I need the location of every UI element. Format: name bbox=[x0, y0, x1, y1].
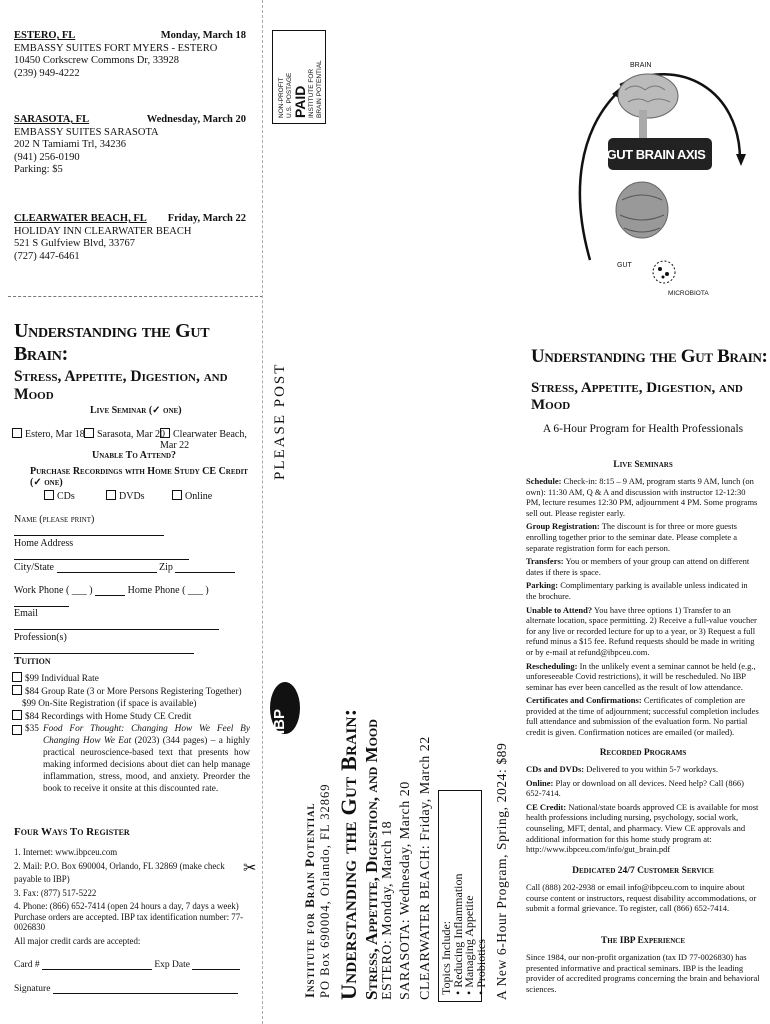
register-item: 3. Fax: (877) 517-5222 bbox=[14, 887, 97, 898]
checkbox[interactable] bbox=[160, 428, 170, 438]
customer-service-heading: Dedicated 24/7 Customer Service bbox=[572, 866, 714, 876]
email-field[interactable]: Email bbox=[14, 608, 242, 630]
location-clearwater bbox=[14, 213, 246, 263]
right-subtitle: A 6-Hour Program for Health Professionals bbox=[542, 423, 744, 435]
experience-heading: The IBP Experience bbox=[600, 936, 686, 946]
tuition-item[interactable]: $84 Group Rate (3 or More Persons Registering Together) bbox=[12, 685, 250, 698]
mid-program: A New 6-Hour Program, Spring, 2024: $89 bbox=[494, 742, 509, 1000]
mid-sarasota: SARASOTA: Wednesday, March 20 bbox=[398, 781, 413, 1000]
option-cds[interactable]: CDs bbox=[44, 490, 75, 502]
please-post: PLEASE POST bbox=[272, 362, 288, 480]
gut-brain-diagram bbox=[560, 50, 760, 300]
diagram-brain-label: BRAIN bbox=[630, 62, 652, 69]
recorded-heading: Recorded Programs bbox=[599, 748, 687, 758]
form-title bbox=[14, 320, 264, 404]
location-date: Monday, March 18 bbox=[160, 30, 246, 41]
right-title-line2: Stress, Appetite, Digestion, and Mood bbox=[531, 380, 743, 413]
register-item: 1. Internet: www.ibpceu.com bbox=[14, 847, 118, 857]
mid-clearwater: CLEARWATER BEACH: Friday, March 22 bbox=[418, 736, 433, 1000]
tuition-book[interactable]: $35 Food For Thought: Changing How We Feel By Changing How We Eat (2023) (344 pages) – a highly practical neuroscience-based text that presents how making informed decisions about diet can help manage inflammation, stress, mood, and anxiety. Preorder the book to receive it onsite at this discounted rate. bbox=[12, 723, 250, 795]
recorded-details: CDs and DVDs: Delivered to you within 5-7 workdays. Online: Play or download on all devices. Need help? Call (866) 652-7414. CE Credit: National/state boards approved CE is available for most health professions including nursing, psychology, social work, counseling, MFT, dental, and pharmacy. View CE approvals and additional information for this home study program at: http://www.ibpceu.com/info/gut_brain.pdf bbox=[526, 764, 759, 855]
checkbox[interactable] bbox=[106, 490, 116, 500]
option-sarasota[interactable]: Sarasota, Mar 20 bbox=[84, 428, 165, 440]
location-line: HOLIDAY INN CLEARWATER BEACH bbox=[14, 225, 192, 237]
live-seminars-details: Schedule: Check-in: 8:15 – 9 AM, program starts 9 AM, lunch (on own): 11:30 AM, Q & A and discussion with instructor 12-12:30 PM, lecture resumes 12:30 PM, adjournment 4 PM. Some programs sell out. Please register early. Group Registration: The discount is for three or more guests enrolling together prior to the seminar date. Please complete a separate registration form for each person. Transfers: You or members of your group can attend on different dates if there is space. Parking: Complimentary parking is available unless indicated in the brochure. Unable to Attend? You have three options 1) Transfer to an alternate location, space permitting. 2) Receive a full-value voucher for any live or recorded lecture for up to a year, or 3) Request a full refund minus a $15 fee. Refund requests should be made in writing or by e-mail at refund@ibpceu.com. Rescheduling: In the unlikely event a seminar cannot be held (e.g., unforeseeable Covid restrictions), it will be rescheduled. No IBP seminar has ever been cancelled as the result of low attendance. Certificates and Confirmations: Certificates of completion are provided at the time of adjournment; successful completion includes full attendance and submission of the evaluation form. No partial credit is given. Confirmation notices are emailed (or mailed). bbox=[526, 476, 759, 738]
location-date: Wednesday, March 20 bbox=[146, 114, 246, 125]
location-line: Parking: $5 bbox=[14, 164, 63, 175]
form-title-line2: Stress, Appetite, Digestion, and Mood bbox=[14, 368, 228, 403]
register-item: 2. Mail: P.O. Box 690004, Orlando, FL 32869 (make check payable to IBP) bbox=[14, 860, 225, 884]
location-sarasota bbox=[14, 114, 246, 177]
customer-service-details: Call (888) 202-2938 or email info@ibpceu.com to inquire about course content or instructors, request disability accommodations, or submit a formal grievance. To register, call (866) 652-7414. bbox=[526, 882, 757, 914]
tuition-list bbox=[12, 672, 250, 795]
postage-indicia: NON-PROFIT U.S. POSTAGE PAID INSTITUTE FOR BRAIN POTENTIAL bbox=[278, 60, 323, 118]
mid-title-line2: Stress, Appetite, Digestion, and Mood bbox=[362, 719, 381, 1000]
register-heading: Four Ways To Register bbox=[14, 826, 130, 838]
checkbox[interactable] bbox=[12, 428, 22, 438]
home-address-field[interactable]: Home Address bbox=[14, 538, 242, 560]
diagram-gut-label: GUT bbox=[617, 262, 632, 269]
location-line: 202 N Tamiami Trl, 34236 bbox=[14, 139, 126, 150]
mid-estero: ESTERO: Monday, March 18 bbox=[380, 820, 395, 1000]
location-date: Friday, March 22 bbox=[167, 213, 246, 224]
location-line: (239) 949-4222 bbox=[14, 67, 80, 79]
purchase-orders-note: Purchase orders are accepted. IBP tax identification number: 77-0026830 bbox=[14, 912, 244, 932]
scissors-icon: ✂ bbox=[243, 860, 257, 877]
profession-field[interactable]: Profession(s) bbox=[14, 632, 242, 654]
unable-heading: Unable To Attend? bbox=[92, 450, 177, 461]
experience-details: Since 1984, our non-profit organization (tax ID 77-0026830) has presented informative and practical seminars. IBP is the leading provider of accredited programs concerning the brain and behavioral sciences. bbox=[526, 952, 760, 994]
phone-field[interactable]: Work Phone ( ___ ) Home Phone ( ___ ) bbox=[14, 585, 242, 607]
fold-line bbox=[262, 0, 263, 1024]
tuition-heading: Tuition bbox=[14, 655, 51, 667]
mid-title-line1: Understanding the Gut Brain: bbox=[336, 708, 361, 1000]
form-title-line1: Understanding the Gut Brain: bbox=[14, 320, 210, 365]
location-city: CLEARWATER BEACH, FL bbox=[14, 213, 147, 224]
diagram-microbiota-label: MICROBIOTA bbox=[668, 290, 709, 297]
location-estero bbox=[14, 30, 246, 80]
register-item: 4. Phone: (866) 652-7414 (open 24 hours a day, 7 days a week) bbox=[14, 901, 239, 911]
purchase-heading: Purchase Recordings with Home Study CE Credit (✓ one) bbox=[30, 466, 248, 488]
cards-note: All major credit cards are accepted: bbox=[14, 936, 141, 946]
right-title-line1: Understanding the Gut Brain: bbox=[531, 346, 768, 367]
institute-address: PO Box 690004, Orlando, FL 32869 bbox=[318, 783, 332, 998]
location-city: SARASOTA, FL bbox=[14, 114, 90, 125]
register-list bbox=[14, 846, 240, 914]
topics-list: Topics Include: • Reducing Inflammation • Managing Appetite • Probiotics bbox=[439, 873, 488, 995]
card-field[interactable]: Card # Exp Date bbox=[14, 960, 242, 970]
location-line: (941) 256-0190 bbox=[14, 151, 80, 163]
option-online[interactable]: Online bbox=[172, 490, 212, 502]
tuition-item: $99 On-Site Registration (if space is available) bbox=[22, 699, 197, 709]
signature-field[interactable]: Signature bbox=[14, 984, 242, 994]
institute-name: Institute for Brain Potential bbox=[302, 802, 317, 998]
ibp-logo-text: IBP bbox=[271, 708, 288, 734]
location-line: EMBASSY SUITES FORT MYERS - ESTERO bbox=[14, 42, 218, 54]
location-city: ESTERO, FL bbox=[14, 30, 76, 41]
location-line: 10450 Corkscrew Commons Dr, 33928 bbox=[14, 55, 179, 66]
checkbox[interactable] bbox=[84, 428, 94, 438]
cut-line bbox=[8, 296, 263, 297]
registration-panel bbox=[0, 0, 262, 1024]
live-seminar-heading: Live Seminar (✓ one) bbox=[90, 405, 182, 416]
location-line: 521 S Gulfview Blvd, 33767 bbox=[14, 238, 136, 249]
option-estero[interactable]: Estero, Mar 18 bbox=[12, 428, 85, 440]
city-state-field[interactable]: City/State Zip bbox=[14, 562, 242, 573]
location-line: (727) 447-6461 bbox=[14, 250, 80, 262]
tuition-item[interactable]: $84 Recordings with Home Study CE Credit bbox=[12, 710, 250, 723]
diagram-axis-label: GUT BRAIN AXIS bbox=[606, 147, 706, 162]
live-seminars-heading: Live Seminars bbox=[613, 460, 673, 470]
checkbox[interactable] bbox=[172, 490, 182, 500]
option-clearwater[interactable]: Clearwater Beach, Mar 22 bbox=[160, 429, 247, 451]
tuition-item[interactable]: $99 Individual Rate bbox=[12, 672, 250, 685]
option-dvds[interactable]: DVDs bbox=[106, 490, 145, 502]
checkbox[interactable] bbox=[44, 490, 54, 500]
name-field[interactable]: Name (please print) bbox=[14, 514, 242, 536]
location-line: EMBASSY SUITES SARASOTA bbox=[14, 126, 159, 138]
